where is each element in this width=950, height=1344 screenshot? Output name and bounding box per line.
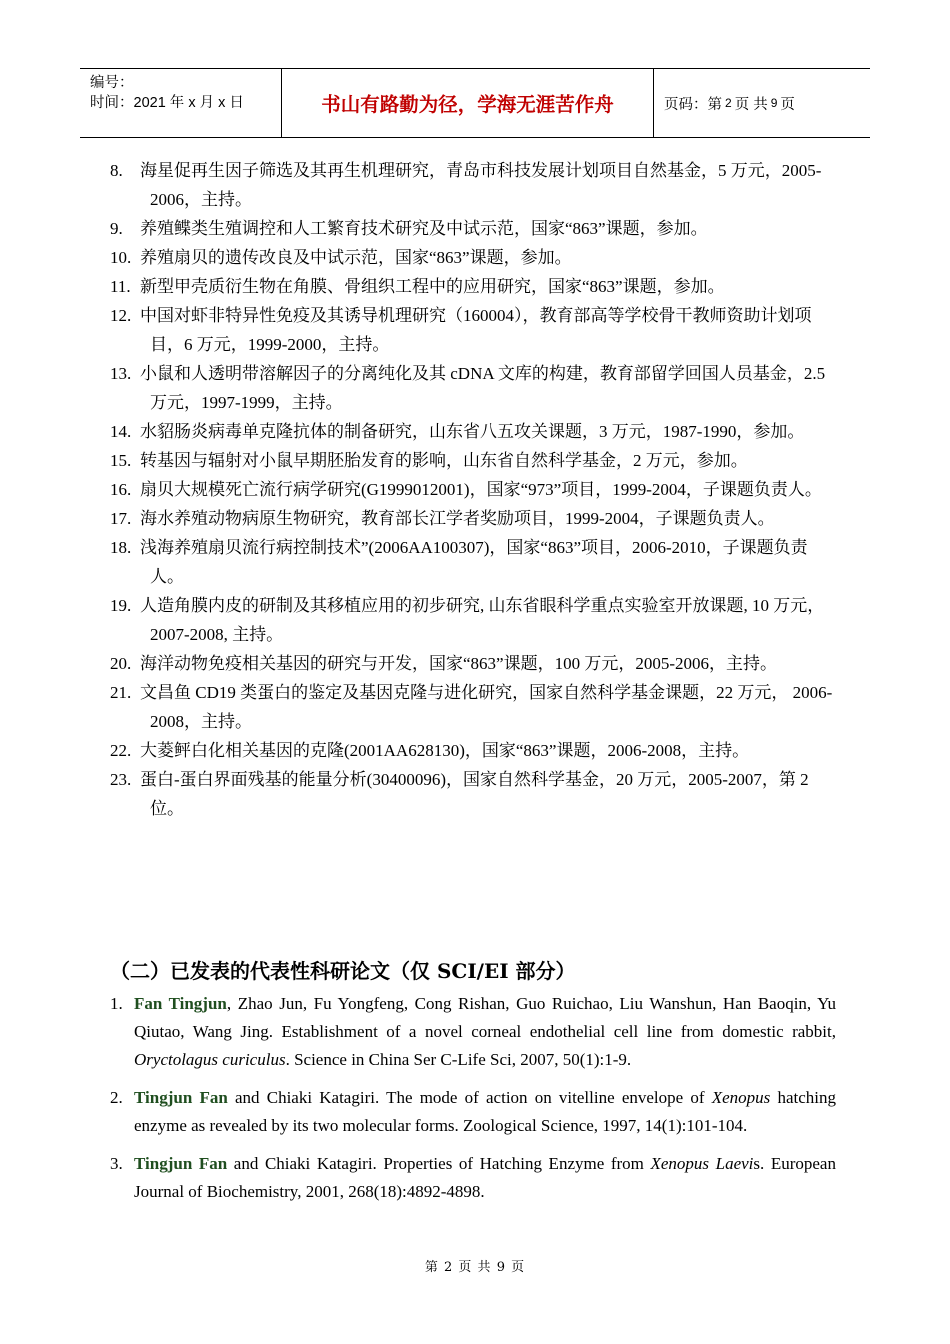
item-number: 17. xyxy=(110,509,132,528)
list-item xyxy=(110,243,840,272)
page-header xyxy=(80,68,870,138)
item-number: 3. xyxy=(110,1154,123,1173)
list-item xyxy=(110,1150,836,1206)
item-number: 16. xyxy=(110,480,132,499)
item-number: 8. xyxy=(110,161,123,180)
item-number: 23. xyxy=(110,770,132,789)
paper-text: and Chiaki Katagiri. The mode of action on vitelline envelope of xyxy=(227,1088,712,1107)
paper-text: hatching enzyme as revealed by its two molecular forms. Zoological Science, 1997, 14(1):101-104. xyxy=(134,1088,836,1135)
page-total: 9 xyxy=(770,96,778,110)
page-suffix: 页 xyxy=(780,96,795,113)
list-item xyxy=(110,533,840,591)
paper-text: s. European Journal of Biochemistry, 2001, 268(18):4892-4898. xyxy=(134,1154,836,1201)
item-text: 海洋动物免疫相关基因的研究与开发，国家“863”课题，100 万元，2005-2006，主持。 xyxy=(140,654,778,673)
date-text: 时间：2021 年 x 月 x 日 xyxy=(90,95,244,111)
item-number: 19. xyxy=(110,596,132,615)
list-item xyxy=(110,301,840,359)
item-number: 18. xyxy=(110,538,132,557)
item-number: 20. xyxy=(110,654,132,673)
item-text: 小鼠和人透明带溶解因子的分离纯化及其 cDNA 文库的构建，教育部留学回国人员基金，2.5 万元，1997-1999，主持。 xyxy=(140,364,826,412)
list-item xyxy=(110,504,840,533)
item-number: 11. xyxy=(110,277,131,296)
list-item xyxy=(110,417,840,446)
list-item xyxy=(110,678,840,736)
item-number: 2. xyxy=(110,1088,123,1107)
item-text: 水貂肠炎病毒单克隆抗体的制备研究，山东省八五攻关课题，3 万元，1987-1990，参加。 xyxy=(140,422,805,441)
item-text: 新型甲壳质衍生物在角膜、骨组织工程中的应用研究，国家“863”课题，参加。 xyxy=(140,277,725,296)
item-number: 21. xyxy=(110,683,132,702)
list-item xyxy=(110,446,840,475)
list-item xyxy=(110,591,840,649)
paper-list xyxy=(110,990,836,1216)
item-text: 人造角膜内皮的研制及其移植应用的初步研究, 山东省眼科学重点实验室开放课题, 10 万元，2007-2008, 主持。 xyxy=(140,596,825,644)
item-text: 养殖鲽类生殖调控和人工繁育技术研究及中试示范，国家“863”课题，参加。 xyxy=(140,219,708,238)
item-text: 文昌鱼 CD19 类蛋白的鉴定及基因克隆与进化研究，国家自然科学基金课题，22 万元， 2006-2008，主持。 xyxy=(140,683,833,731)
page-prefix: 页码：第 xyxy=(664,96,722,113)
paper-author: Tingjun Fan xyxy=(134,1154,228,1173)
paper-italic: Oryctolagus curiculus xyxy=(134,1050,286,1069)
section-title: （二）已发表的代表性科研论文（仅 SCI/EI 部分） xyxy=(110,959,576,983)
item-text: 中国对虾非特异性免疫及其诱导机理研究（160004），教育部高等学校骨干教师资助计划项目，6 万元，1999-2000，主持。 xyxy=(140,306,812,354)
header-left xyxy=(80,69,281,137)
item-text: 养殖扇贝的遗传改良及中试示范，国家“863”课题，参加。 xyxy=(140,248,572,267)
item-number: 12. xyxy=(110,306,132,325)
item-text: 蛋白-蛋白界面残基的能量分析(30400096)，国家自然科学基金，20 万元，2005-2007，第 2 位。 xyxy=(140,770,809,818)
page-footer: 第 2 页 共 9 页 xyxy=(424,1260,526,1275)
list-item xyxy=(110,156,840,214)
item-number: 9. xyxy=(110,219,123,238)
page-current: 2 xyxy=(725,96,732,110)
item-number: 13. xyxy=(110,364,132,383)
item-number: 10. xyxy=(110,248,132,267)
page-mid: 页 共 xyxy=(734,96,768,113)
list-item xyxy=(110,1084,836,1140)
item-number: 15. xyxy=(110,451,132,470)
item-number: 22. xyxy=(110,741,132,760)
paper-italic: Xenopus Laevi xyxy=(650,1154,754,1173)
item-text: 海水养殖动物病原生物研究，教育部长江学者奖励项目，1999-2004，子课题负责人。 xyxy=(140,509,775,528)
list-item xyxy=(110,214,840,243)
item-text: 扇贝大规模死亡流行病学研究(G1999012001)，国家“973”项目，1999-2004，子课题负责人。 xyxy=(140,480,822,499)
header-page-info xyxy=(654,69,870,137)
list-item xyxy=(110,649,840,678)
item-text: 转基因与辐射对小鼠早期胚胎发育的影响，山东省自然科学基金，2 万元，参加。 xyxy=(140,451,748,470)
paper-text: . Science in China Ser C-Life Sci, 2007, 50(1):1-9. xyxy=(285,1050,632,1069)
list-item xyxy=(110,765,840,823)
list-item xyxy=(110,736,840,765)
paper-text: , Zhao Jun, Fu Yongfeng, Cong Rishan, Guo Ruichao, Liu Wanshun, Han Baoqin, Yu Qiutao, Wang Jing. Establishment of a novel corneal endothelial cell line from domestic rabbit, xyxy=(134,994,837,1041)
paper-author: Tingjun Fan xyxy=(134,1088,228,1107)
paper-text: and Chiaki Katagiri. Properties of Hatching Enzyme from xyxy=(227,1154,651,1173)
item-number: 14. xyxy=(110,422,132,441)
item-text: 大菱鲆白化相关基因的克隆(2001AA628130)，国家“863”课题，2006-2008，主持。 xyxy=(140,741,750,760)
item-text: 浅海养殖扇贝流行病控制技术”(2006AA100307)，国家“863”项目，2006-2010，子课题负责人。 xyxy=(140,538,808,586)
list-item xyxy=(110,359,840,417)
header-motto: 书山有路勤为径，学海无涯苦作舟 xyxy=(281,69,654,137)
list-item xyxy=(110,475,840,504)
list-item xyxy=(110,272,840,301)
project-list xyxy=(110,156,840,823)
item-text: 海星促再生因子筛选及其再生机理研究，青岛市科技发展计划项目自然基金，5 万元，2005-2006，主持。 xyxy=(140,161,822,209)
paper-author: Fan Tingjun xyxy=(134,994,227,1013)
list-item xyxy=(110,990,836,1074)
item-number: 1. xyxy=(110,994,123,1013)
code-label: 编号： xyxy=(90,75,134,91)
paper-italic: Xenopus xyxy=(711,1088,771,1107)
